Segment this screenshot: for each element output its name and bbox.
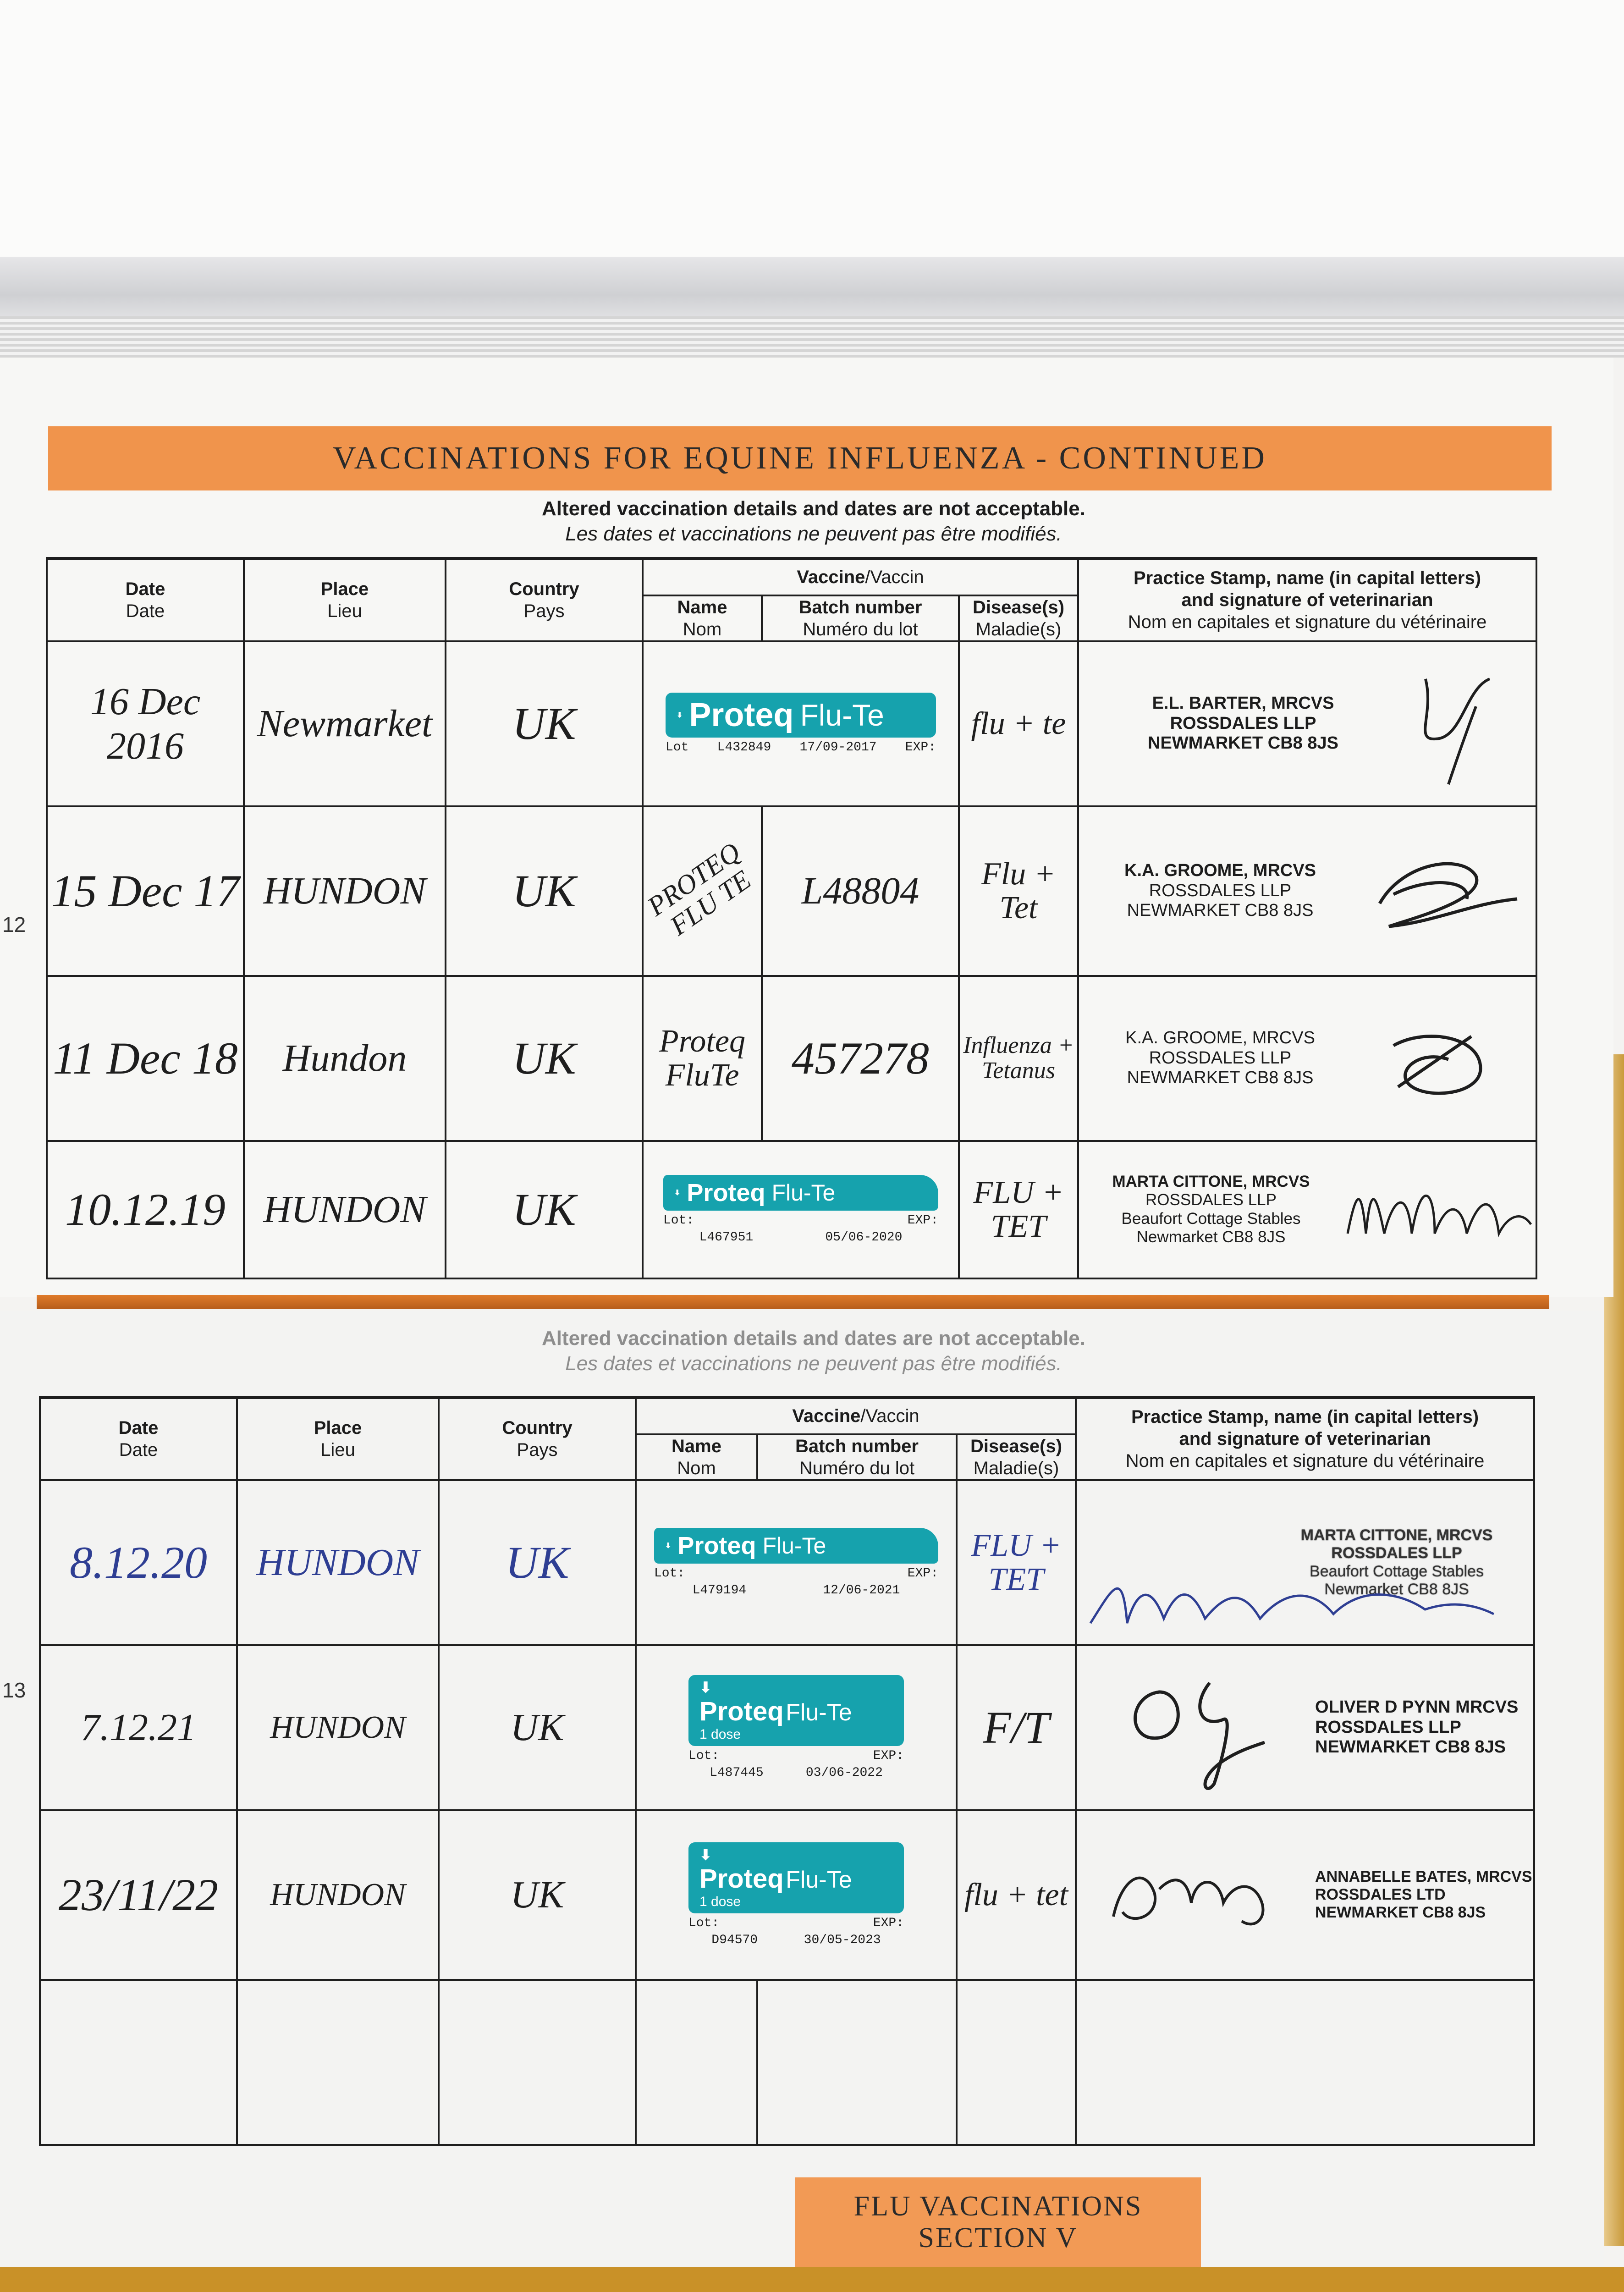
label-lot-prefix: Lot: xyxy=(688,1749,720,1763)
notice-english: Altered vaccination details and dates are not acceptable. xyxy=(542,497,1085,520)
header-name: Name Nom xyxy=(636,1434,757,1480)
entry-country: UK xyxy=(510,1873,564,1916)
label-dose: 1 dose xyxy=(699,1727,741,1742)
entry-place: HUNDON xyxy=(263,870,426,912)
notice-english-faded: Altered vaccination details and dates are not acceptable. xyxy=(542,1327,1085,1350)
entry-disease: F/T xyxy=(983,1702,1050,1753)
header-date: Date Date xyxy=(47,559,244,641)
entry-date: 10.12.19 xyxy=(65,1184,226,1235)
proteq-label xyxy=(654,1528,938,1598)
entry-batch: L48804 xyxy=(801,870,919,912)
header-vaccine: Vaccine/Vaccin xyxy=(643,559,1078,595)
label-brand: Proteq xyxy=(689,697,794,733)
label-lot-prefix: Lot: xyxy=(654,1566,685,1581)
label-brand: Proteq xyxy=(677,1532,756,1559)
header-place: Place Lieu xyxy=(237,1398,439,1480)
label-lot: L479194 xyxy=(692,1583,747,1598)
table-row xyxy=(47,641,1536,806)
proteq-label xyxy=(663,1175,938,1245)
header-batch: Batch number Numéro du lot xyxy=(762,595,959,641)
label-exp: 05/06-2020 xyxy=(825,1230,903,1245)
table-row xyxy=(47,976,1536,1141)
entry-disease: FLU + TET xyxy=(971,1528,1062,1597)
signature xyxy=(1380,1018,1499,1110)
label-lot-prefix: Lot: xyxy=(663,1213,694,1228)
label-product: Flu-Te xyxy=(786,1699,852,1726)
entry-disease: flu + tet xyxy=(964,1877,1068,1912)
label-exp: 12/06-2021 xyxy=(823,1583,900,1598)
entry-disease: FLU + TET xyxy=(973,1175,1064,1244)
plastic-sleeve xyxy=(0,257,1624,321)
label-lot-prefix: Lot xyxy=(666,740,689,755)
entry-place: HUNDON xyxy=(263,1188,426,1231)
entry-batch: 457278 xyxy=(792,1033,929,1084)
arrow-icon: ⬇ xyxy=(677,711,683,719)
table-row xyxy=(47,806,1536,976)
header-practice: Practice Stamp, name (in capital letters) and signature of veterinarian Nom en capitales et signature du vétérinaire xyxy=(1078,559,1536,641)
signature xyxy=(1361,848,1526,940)
practice-stamp: K.A. GROOME, MRCVS ROSSDALES LLP NEWMARKET CB8 8JS xyxy=(1125,1028,1315,1088)
page-edges xyxy=(0,316,1624,358)
footer-line2: SECTION V xyxy=(918,2222,1078,2253)
signature xyxy=(1118,1664,1269,1797)
header-disease: Disease(s) Maladie(s) xyxy=(957,1434,1076,1480)
label-exp: 17/09-2017 xyxy=(799,740,877,755)
cover-bottom-edge xyxy=(0,2267,1624,2292)
header-vaccine: Vaccine/Vaccin xyxy=(636,1398,1076,1434)
arrow-icon: ⬇ xyxy=(699,1846,712,1863)
label-product: Flu-Te xyxy=(786,1867,852,1893)
header-name: Name Nom xyxy=(643,595,762,641)
label-exp-prefix: EXP: xyxy=(905,740,936,755)
label-lot: L487445 xyxy=(710,1766,764,1780)
arrow-icon: ⬇ xyxy=(665,1542,672,1550)
practice-stamp: K.A. GROOME, MRCVS ROSSDALES LLP NEWMARKET CB8 8JS xyxy=(1124,860,1316,920)
practice-stamp: MARTA CITTONE, MRCVS ROSSDALES LLP Beaufort Cottage Stables Newmarket CB8 8JS xyxy=(1300,1526,1493,1598)
label-lot: D94570 xyxy=(711,1933,758,1947)
practice-stamp: OLIVER D PYNN MRCVS ROSSDALES LLP NEWMARKET CB8 8JS xyxy=(1315,1697,1519,1757)
label-brand: Proteq xyxy=(699,1864,784,1894)
label-lot-prefix: Lot: xyxy=(688,1916,720,1930)
header-country: Country Pays xyxy=(446,559,643,641)
practice-stamp: MARTA CITTONE, MRCVS ROSSDALES LLP Beaufort Cottage Stables Newmarket CB8 8JS xyxy=(1112,1173,1310,1246)
signature xyxy=(1104,1848,1288,1939)
footer-line1: FLU VACCINATIONS xyxy=(853,2191,1143,2222)
section-footer xyxy=(795,2177,1201,2267)
entry-country: UK xyxy=(505,1537,569,1588)
header-disease: Disease(s) Maladie(s) xyxy=(959,595,1078,641)
label-lot: L467951 xyxy=(699,1230,754,1245)
page-fold xyxy=(37,1295,1549,1309)
notice-french-faded: Les dates et vaccinations ne peuvent pas être modifiés. xyxy=(565,1352,1062,1375)
signature xyxy=(1343,1169,1536,1252)
lower-vaccination-table xyxy=(39,1396,1535,2146)
banner-title: VACCINATIONS FOR EQUINE INFLUENZA - CONTINUED xyxy=(333,441,1267,476)
label-product: Flu-Te xyxy=(800,698,884,732)
entry-country: UK xyxy=(512,698,576,749)
signature xyxy=(1407,661,1508,789)
entry-country: UK xyxy=(510,1706,564,1749)
entry-date: 16 Dec 2016 xyxy=(90,680,201,767)
table-row xyxy=(40,1480,1534,1645)
label-product: Flu-Te xyxy=(762,1532,826,1559)
entry-country: UK xyxy=(512,1184,576,1235)
label-exp: 03/06-2022 xyxy=(805,1766,883,1780)
header-country: Country Pays xyxy=(439,1398,636,1480)
arrow-icon: ⬇ xyxy=(674,1189,681,1197)
notice-french: Les dates et vaccinations ne peuvent pas être modifiés. xyxy=(565,523,1062,545)
entry-place: Hundon xyxy=(282,1037,407,1080)
label-exp-prefix: EXP: xyxy=(873,1749,904,1763)
page-number-lower: 13 xyxy=(2,1678,26,1702)
practice-stamp: ANNABELLE BATES, MRCVS ROSSDALES LTD NEWMARKET CB8 8JS xyxy=(1315,1868,1532,1922)
signature xyxy=(1086,1559,1498,1637)
label-brand: Proteq xyxy=(687,1179,765,1207)
scanner-background xyxy=(0,0,1624,257)
label-product: Flu-Te xyxy=(771,1179,836,1206)
entry-date: 23/11/22 xyxy=(58,1869,219,1920)
proteq-label xyxy=(688,1842,904,1947)
entry-place: HUNDON xyxy=(270,1709,406,1745)
upper-vaccination-table xyxy=(46,557,1537,1279)
label-exp-prefix: EXP: xyxy=(907,1566,938,1581)
entry-date: 7.12.21 xyxy=(81,1706,196,1749)
entry-place: HUNDON xyxy=(270,1877,406,1912)
entry-country: UK xyxy=(512,865,576,916)
label-exp-prefix: EXP: xyxy=(873,1916,904,1930)
label-exp-prefix: EXP: xyxy=(907,1213,938,1228)
header-date: Date Date xyxy=(40,1398,237,1480)
entry-country: UK xyxy=(512,1033,576,1084)
table-row xyxy=(47,1141,1536,1278)
entry-date: 11 Dec 18 xyxy=(53,1033,238,1084)
table-row xyxy=(40,1810,1534,1980)
label-dose: 1 dose xyxy=(699,1894,741,1909)
label-exp: 30/05-2023 xyxy=(804,1933,881,1947)
header-practice: Practice Stamp, name (in capital letters) and signature of veterinarian Nom en capitales et signature du vétérinaire xyxy=(1076,1398,1534,1480)
entry-date: 15 Dec 17 xyxy=(51,865,240,916)
label-brand: Proteq xyxy=(699,1697,784,1726)
arrow-icon: ⬇ xyxy=(699,1679,712,1696)
practice-stamp: E.L. BARTER, MRCVS ROSSDALES LLP NEWMARKET CB8 8JS xyxy=(1148,693,1338,753)
header-batch: Batch number Numéro du lot xyxy=(757,1434,957,1480)
proteq-label xyxy=(688,1675,904,1780)
table-row-empty xyxy=(40,1980,1534,2145)
proteq-label xyxy=(666,693,936,755)
entry-date: 8.12.20 xyxy=(70,1537,207,1588)
entry-disease: Flu + Tet xyxy=(981,856,1056,926)
entry-disease: Influenza + Tetanus xyxy=(963,1032,1074,1084)
section-banner xyxy=(48,426,1552,490)
entry-vaccine-name: PROTEQ FLU TE xyxy=(642,836,756,941)
header-place: Place Lieu xyxy=(244,559,446,641)
label-lot: L432849 xyxy=(717,740,771,755)
entry-place: HUNDON xyxy=(256,1541,419,1584)
page-number-upper: 12 xyxy=(2,913,26,937)
entry-vaccine-name: Proteq FluTe xyxy=(659,1024,745,1093)
entry-place: Newmarket xyxy=(257,702,433,745)
table-row xyxy=(40,1645,1534,1810)
entry-disease: flu + te xyxy=(971,705,1066,741)
